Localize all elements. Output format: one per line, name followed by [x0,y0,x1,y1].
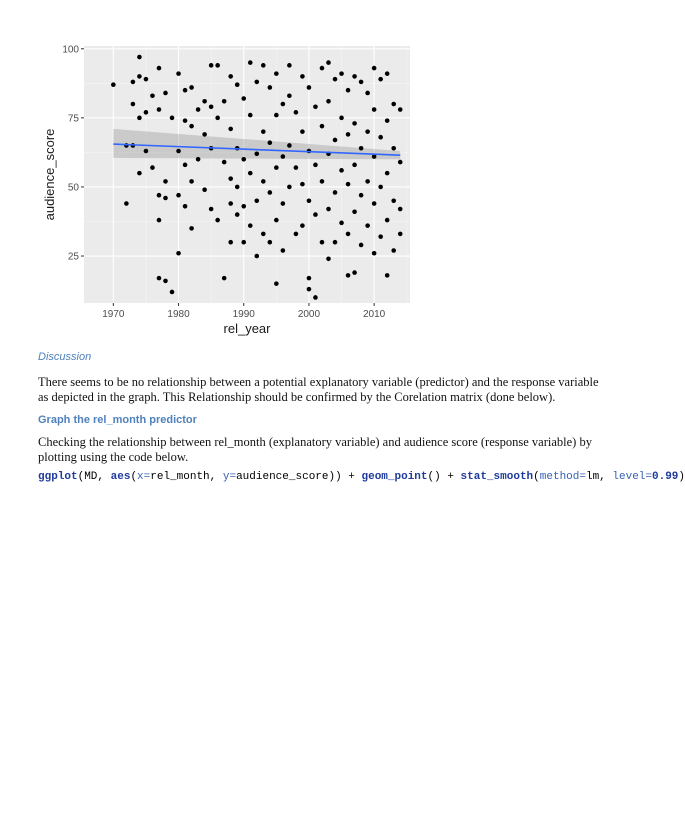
data-point [300,129,305,134]
data-point [326,207,331,212]
scatter-chart [42,36,422,336]
y-axis-ticks [62,44,84,262]
data-point [385,218,390,223]
y-axis-title: audience_score [42,128,57,221]
data-point [183,88,188,93]
data-point [268,140,273,145]
y-tick-label: 100 [62,44,79,56]
data-point [281,201,286,206]
data-point [157,193,162,198]
y-tick-label: 25 [67,251,79,263]
data-point [385,71,390,76]
data-point [209,63,214,68]
data-point [163,279,168,284]
data-point [241,96,246,101]
data-point [215,116,220,121]
data-point [391,146,396,151]
data-point [157,276,162,281]
data-point [170,116,175,121]
data-point [313,163,318,168]
discussion-heading: Discussion [38,351,92,363]
data-point [326,99,331,104]
data-point [398,160,403,165]
data-point [183,163,188,168]
data-point [307,276,312,281]
section-heading: Graph the rel_month predictor [38,414,197,426]
data-point [202,187,207,192]
data-point [391,248,396,253]
data-point [359,193,364,198]
data-point [254,151,259,156]
code-text: lm, [585,471,613,483]
data-point [189,85,194,90]
code-fn-stat-smooth: stat_smooth [460,471,534,483]
data-point [131,102,136,107]
data-point [378,234,383,239]
y-tick-label: 50 [67,182,79,194]
data-point [137,55,142,60]
data-point [228,176,233,181]
data-point [176,149,181,154]
data-point [157,66,162,71]
x-axis-ticks [102,303,385,320]
data-point [385,118,390,123]
data-point [300,223,305,228]
data-point [339,116,344,121]
data-point [339,71,344,76]
data-point [307,198,312,203]
data-point [189,226,194,231]
data-point [359,80,364,85]
data-point [111,82,116,87]
data-point [268,190,273,195]
data-point [241,240,246,245]
y-tick-label: 75 [67,113,79,125]
data-point [261,179,266,184]
data-point [183,118,188,123]
data-point [346,132,351,137]
data-point [339,168,344,173]
code-arg: x= [137,471,151,483]
data-point [268,85,273,90]
data-point [352,163,357,168]
data-point [391,198,396,203]
data-point [274,113,279,118]
data-point [352,74,357,79]
code-text: (MD, [77,471,111,483]
code-text: ( [130,471,138,483]
data-point [313,104,318,109]
data-point [313,295,318,300]
data-point [157,107,162,112]
data-point [150,165,155,170]
data-point [144,77,149,82]
data-point [215,218,220,223]
data-point [196,157,201,162]
data-point [287,93,292,98]
data-point [274,71,279,76]
data-point [183,204,188,209]
data-point [398,107,403,112]
code-text: rel_month, [150,471,223,483]
data-point [144,149,149,154]
data-point [131,80,136,85]
data-point [222,276,227,281]
data-point [372,107,377,112]
code-fn-aes: aes [110,471,131,483]
data-point [222,160,227,165]
data-point [274,165,279,170]
code-line [38,471,685,483]
section-paragraph: Checking the relationship between rel_month (explanatory variable) and audience score (response variable) by plotting using the code below. [38,435,592,464]
data-point [163,179,168,184]
data-point [144,110,149,115]
data-point [235,212,240,217]
data-point [346,88,351,93]
data-point [333,240,338,245]
data-point [365,91,370,96]
data-point [339,221,344,226]
data-point [202,99,207,104]
data-point [352,210,357,215]
data-point [215,63,220,68]
data-point [287,63,292,68]
data-point [137,116,142,121]
data-point [189,124,194,129]
data-point [378,185,383,190]
data-point [189,179,194,184]
data-point [202,132,207,137]
data-point [385,273,390,278]
data-point [228,201,233,206]
data-point [287,143,292,148]
data-point [248,171,253,176]
data-point [163,196,168,201]
data-point [209,207,214,212]
data-point [320,179,325,184]
data-point [294,110,299,115]
data-point [176,71,181,76]
data-point [372,251,377,256]
data-point [346,273,351,278]
data-point [346,182,351,187]
x-axis-title: rel_year [223,321,271,336]
data-point [359,146,364,151]
data-point [254,254,259,259]
code-number: 0.99 [652,471,679,483]
data-point [352,270,357,275]
data-point [333,138,338,143]
data-point [261,63,266,68]
data-point [150,93,155,98]
data-point [196,107,201,112]
data-point [281,102,286,107]
data-point [307,287,312,292]
code-text: audience_score)) + [236,471,362,483]
data-point [320,66,325,71]
data-point [352,121,357,126]
data-point [281,248,286,253]
data-point [248,60,253,65]
data-point [365,129,370,134]
data-point [157,218,162,223]
data-point [241,204,246,209]
data-point [176,193,181,198]
discussion-paragraph: There seems to be no relationship between a potential explanatory variable (predictor) and the response variable as depicted in the graph. This Relationship should be confirmed by the Corelation matrix (done below). [38,375,599,404]
data-point [261,129,266,134]
data-point [137,171,142,176]
data-point [300,74,305,79]
data-point [294,232,299,237]
data-point [209,104,214,109]
data-point [287,185,292,190]
data-point [398,232,403,237]
data-point [372,201,377,206]
data-point [385,171,390,176]
data-point [307,85,312,90]
data-point [274,218,279,223]
data-point [378,77,383,82]
data-point [170,290,175,295]
data-point [268,240,273,245]
plot-panel [84,46,410,303]
data-point [228,74,233,79]
data-point [346,232,351,237]
data-point [228,240,233,245]
data-point [222,99,227,104]
code-fn-ggplot: ggplot [38,471,78,483]
x-tick-label: 2000 [297,309,321,320]
data-point [235,82,240,87]
data-point [326,60,331,65]
data-point [372,66,377,71]
code-text: ) [678,471,685,483]
data-point [391,102,396,107]
data-point [300,182,305,187]
data-point [137,74,142,79]
code-arg: level= [612,471,652,483]
x-tick-label: 1970 [102,309,125,320]
code-text: () + [427,471,461,483]
x-tick-label: 1980 [167,309,190,320]
data-point [320,240,325,245]
data-point [124,201,129,206]
data-point [326,256,331,261]
data-point [261,232,266,237]
data-point [228,127,233,132]
code-text: ( [533,471,540,483]
data-point [163,91,168,96]
data-point [378,135,383,140]
data-point [320,124,325,129]
data-point [313,212,318,217]
code-fn-geom-point: geom_point [361,471,428,483]
data-point [248,223,253,228]
data-point [254,198,259,203]
x-tick-label: 2010 [363,309,386,320]
data-point [333,190,338,195]
code-arg: method= [539,471,586,483]
data-point [365,223,370,228]
code-arg: y= [222,471,237,483]
data-point [281,154,286,159]
data-point [235,185,240,190]
data-point [248,113,253,118]
data-point [365,179,370,184]
data-point [254,80,259,85]
data-point [398,207,403,212]
data-point [333,77,338,82]
data-point [241,157,246,162]
x-tick-label: 1990 [232,309,255,320]
data-point [294,165,299,170]
data-point [274,281,279,286]
data-point [359,243,364,248]
data-point [176,251,181,256]
